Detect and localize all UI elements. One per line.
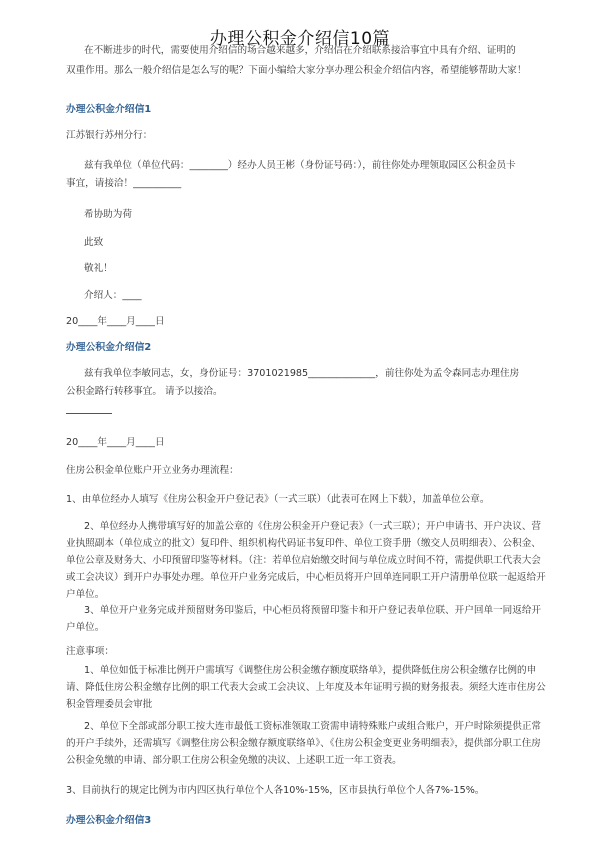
s1-closing-1: 此致 <box>84 237 104 248</box>
step-2: 2、单位经办人携带填写好的加盖公章的《住房公积金开户登记表》（一式三联）；开户申请书、开户决议、营业执照副本（单位成立的批文）复印件、组织机构代码证书复印件、单位工资手册（缴交人员明细表）、公积金、单位公章及财务大、小印预留印鉴等材料。（注：若单位启始缴交时间与单位成立时间不符，需提供职工代表大会或工会决议）到开户办事处办理。单位开户业务完成后，中心柜员将开户回单连同职工开户清册单位联一起返给开户单位。 <box>66 521 546 600</box>
note-3: 3、目前执行的规定比例为市内四区执行单位个人各10%-15%，区市县执行单位个人各7%-15%。 <box>66 785 485 796</box>
s1-request: 希协助为荷 <box>84 209 132 220</box>
s1-recipient: 江苏银行苏州分行： <box>66 130 153 141</box>
s1-body-1: 兹有我单位（单位代码：________）经办人员王彬（身份证号码：），前往你处办理领取园区公积金员卡 <box>84 160 516 171</box>
step-1: 1、由单位经办人填写《住房公积金开户登记表》（一式三联）（此表可在网上下载），加盖单位公章。 <box>66 494 490 505</box>
signature-line <box>66 413 112 414</box>
s1-introducer: 介绍人：____ <box>84 290 142 301</box>
section-heading-2: 办理公积金介绍信2 <box>66 342 152 353</box>
s2-body-2: 公积金路行转移事宜。 请予以接洽。 <box>66 386 223 397</box>
note-2: 2、单位下全部或部分职工按大连市最低工资标准领取工资需申请特殊账户或组合账户，开户时除须提供正常的开户手续外，还需填写《调整住房公积金缴存额度联络单》、《住房公积金变更业务明细表》，提供部分职工住房公积金免缴的申请、部分职工住房公积金免缴的决议、上述职工近一年工资表。 <box>66 721 542 766</box>
s1-date: 20____年____月____日 <box>66 316 165 327</box>
section-heading-1: 办理公积金介绍信1 <box>66 104 152 115</box>
section-heading-3: 办理公积金介绍信3 <box>66 815 152 826</box>
process-heading: 住房公积金单位账户开立业务办理流程： <box>66 465 239 476</box>
intro-line-1: 在不断进步的时代，需要使用介绍信的场合越来越多，介绍信在介绍联系接洽事宜中具有介绍、证明的 <box>84 45 516 56</box>
s1-closing-2: 敬礼！ <box>84 263 113 274</box>
page-title: 办理公积金介绍信10篇 <box>209 29 391 49</box>
notes-heading: 注意事项： <box>66 646 114 657</box>
step-3: 3、单位开户业务完成并预留财务印鉴后，中心柜员将预留印鉴卡和开户登记表单位联、开户回单一同返给开户单位。 <box>66 605 542 633</box>
intro-line-2: 双重作用。那么一般介绍信是怎么写的呢？下面小编给大家分享办理公积金介绍信内容，希望能够帮助大家！ <box>66 65 527 76</box>
s2-date: 20____年____月____日 <box>66 437 165 448</box>
s1-body-2: 事宜，请接洽！__________ <box>66 178 182 189</box>
s2-body-1: 兹有我单位李敏同志，女，身份证号：3701021985______________，前往你处为孟令森同志办理住房 <box>84 368 520 379</box>
note-1: 1、单位如低于标准比例开户需填写《调整住房公积金缴存额度联络单》，提供降低住房公积金缴存比例的申请、降低住房公积金缴存比例的职工代表大会或工会决议、上年度及本年证明亏损的财务报表。须经大连市住房公积金管理委员会审批 <box>66 665 546 710</box>
